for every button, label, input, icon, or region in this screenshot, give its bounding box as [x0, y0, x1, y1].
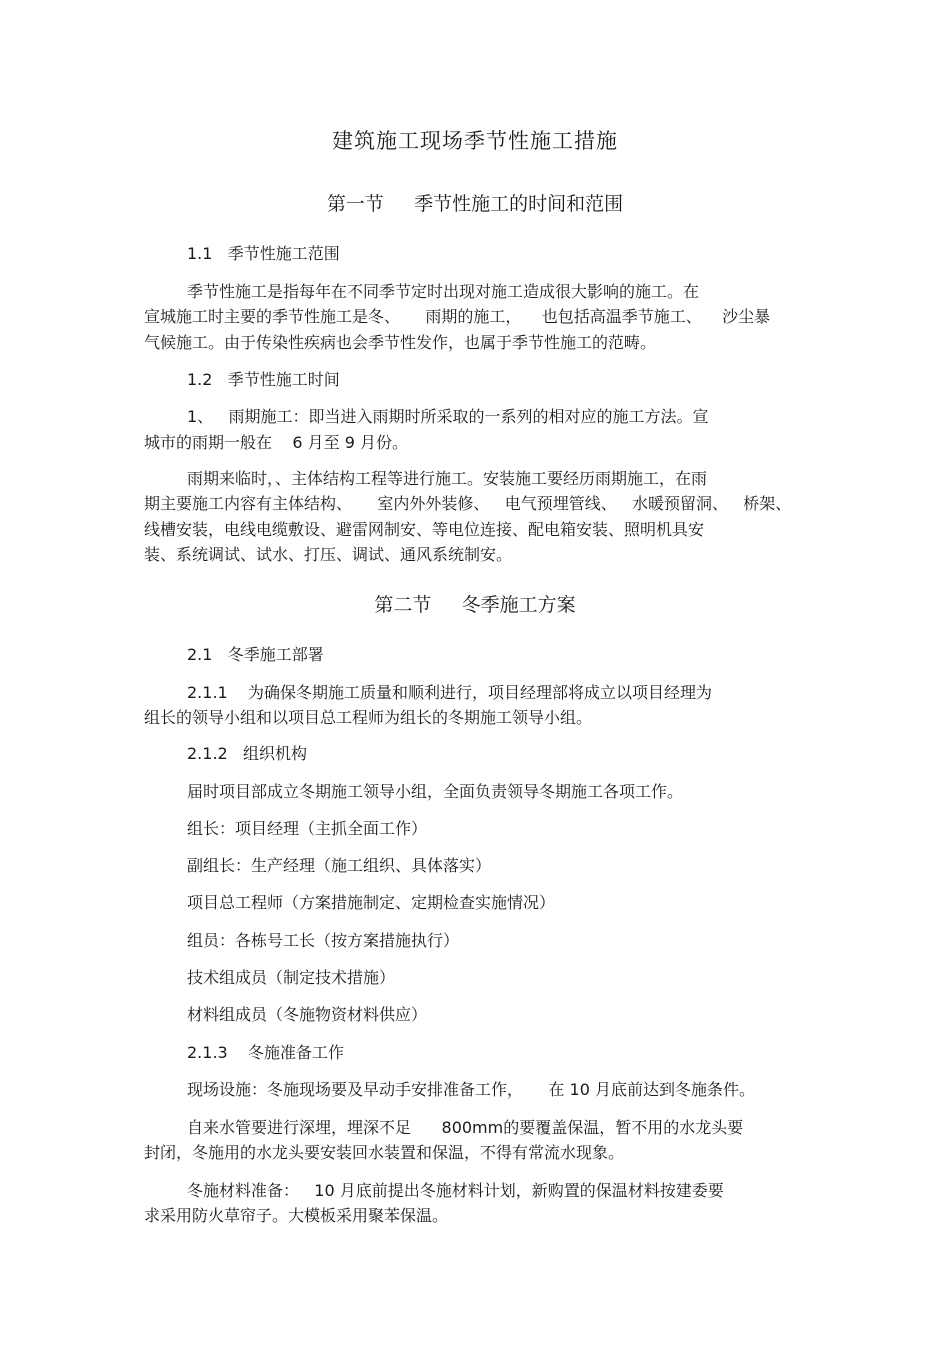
- org-line: 届时项目部成立冬期施工领导小组，全面负责领导冬期施工各项工作。: [187, 782, 684, 801]
- org-line: 项目总工程师（方案措施制定、定期检查实施情况）: [187, 893, 556, 912]
- paragraph-line: 2.1.1 为确保冬期施工质量和顺利进行，项目经理部将成立以项目经理为: [187, 683, 713, 702]
- paragraph-line: 1、 雨期施工：即当进入雨期时所采取的一系列的相对应的施工方法。宣: [187, 407, 709, 426]
- heading-1-1: 1.1 季节性施工范围: [187, 244, 340, 263]
- paragraph-line: 季节性施工是指每年在不同季节定时出现对施工造成很大影响的施工。在: [187, 282, 700, 301]
- section-1-heading: 第一节 季节性施工的时间和范围: [326, 193, 624, 215]
- paragraph-line: 自来水管要进行深埋，埋深不足 800mm的要覆盖保温，暂不用的水龙头要: [187, 1118, 744, 1137]
- paragraph-line: 城市的雨期一般在 6 月至 9 月份。: [144, 433, 408, 452]
- paragraph-line: 装、系统调试、试水、打压、调试、通风系统制安。: [144, 545, 513, 564]
- paragraph-line: 期主要施工内容有主体结构、 室内外外装修、 电气预埋管线、 水暖预留洞、 桥架、: [144, 494, 792, 513]
- paragraph-line: 冬施材料准备： 10 月底前提出冬施材料计划，新购置的保温材料按建委要: [187, 1181, 724, 1200]
- org-line: 组长：项目经理（主抓全面工作）: [187, 819, 428, 838]
- paragraph-line: 雨期来临时，、主体结构工程等进行施工。安装施工要经历雨期施工，在雨: [187, 469, 708, 488]
- document-title: 建筑施工现场季节性施工措施: [332, 129, 618, 153]
- org-line: 技术组成员（制定技术措施）: [187, 968, 396, 987]
- paragraph-line: 组长的领导小组和以项目总工程师为组长的冬期施工领导小组。: [144, 708, 593, 727]
- paragraph-line: 线槽安装，电线电缆敷设、避雷网制安、等电位连接、配电箱安装、照明机具安: [144, 520, 705, 539]
- paragraph-line: 宣城施工时主要的季节性施工是冬、 雨期的施工， 也包括高温季节施工、 沙尘暴: [144, 307, 771, 326]
- heading-2-1-3: 2.1.3 冬施准备工作: [187, 1043, 345, 1062]
- org-line: 副组长：生产经理（施工组织、具体落实）: [187, 856, 492, 875]
- heading-1-2: 1.2 季节性施工时间: [187, 370, 340, 389]
- heading-2-1-2: 2.1.2 组织机构: [187, 744, 307, 763]
- org-line: 材料组成员（冬施物资材料供应）: [187, 1005, 428, 1024]
- paragraph-line: 气候施工。由于传染性疾病也会季节性发作，也属于季节性施工的范畴。: [144, 333, 657, 352]
- section-2-heading: 第二节 冬季施工方案: [374, 594, 576, 616]
- paragraph-line: 求采用防火草帘子。大模板采用聚苯保温。: [144, 1206, 449, 1225]
- paragraph-line: 封闭，冬施用的水龙头要安装回水装置和保温，不得有常流水现象。: [144, 1143, 625, 1162]
- paragraph-line: 现场设施：冬施现场要及早动手安排准备工作， 在 10 月底前达到冬施条件。: [187, 1080, 755, 1099]
- org-line: 组员：各栋号工长（按方案措施执行）: [187, 931, 460, 950]
- heading-2-1: 2.1 冬季施工部署: [187, 645, 324, 664]
